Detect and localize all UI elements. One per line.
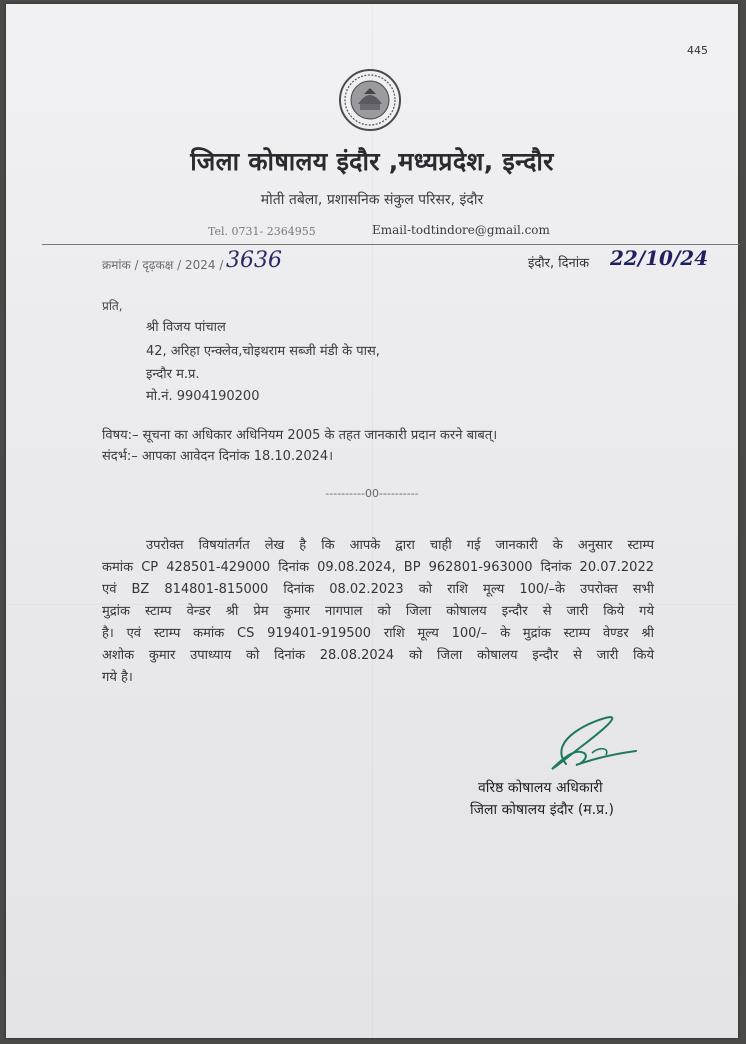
reference-number: 3636 [226,248,282,273]
letter-date: 22/10/24 [610,246,709,270]
body-line: अशोक कुमार उपाध्याय को दिनांक 28.08.2024 को जिला कोषालय इन्दौर से जारी किये [102,648,654,663]
recipient-mobile: मो.नं. 9904190200 [146,389,260,404]
letter-body [102,535,654,689]
letter-page [6,4,738,1038]
body-line: है। एवं स्टाम्प कमांक CS 919401-919500 राशि मूल्य 100/– के मुद्रांक स्टाम्प वेण्डर श्री [102,626,654,641]
body-line: मुद्रांक स्टाम्प वेन्डर श्री प्रेम कुमार नागपाल को जिला कोषालय इन्दौर से जारी किये गये [102,604,654,619]
reference-line: संदर्भ:– आपका आवेदन दिनांक 18.10.2024। [102,449,334,464]
signatory-designation: वरिष्ठ कोषालय अधिकारी [478,780,603,796]
subject-line: विषय:– सूचना का अधिकार अधिनियम 2005 के तहत जानकारी प्रदान करने बाबत्। [102,428,498,443]
signature-icon [506,709,646,789]
office-address: मोती तबेला, प्रशासनिक संकुल परिसर, इंदौर [260,192,484,208]
recipient-address-line: 42, अरिहा एन्क्लेव,चोइथराम सब्जी मंडी के पास, [146,344,380,359]
seal-emblem-icon [338,68,402,132]
signatory-office: जिला कोषालय इंदौर (म.प्र.) [470,802,615,818]
body-line: गये है। [102,670,133,685]
email-address: Email-todtindore@gmail.com [372,223,550,237]
separator: ----------00---------- [325,487,419,500]
salutation: प्रति, [102,299,123,313]
recipient-name: श्री विजय पांचाल [146,320,226,335]
telephone: Tel. 0731- 2364955 [208,225,316,238]
body-line: एवं BZ 814801-815000 दिनांक 08.02.2023 को राशि मूल्य 100/–के उपरोक्त सभी [102,582,654,597]
place-date-label: इंदौर, दिनांक [528,256,590,271]
recipient-address-line: इन्दौर म.प्र. [146,367,200,382]
office-title: जिला कोषालय इंदौर ,मध्यप्रदेश, इन्दौर [190,147,554,176]
header-rule [42,244,740,245]
page-number: 445 [687,44,708,57]
body-line: उपरोक्त विषयांतर्गत लेख है कि आपके द्वारा चाही गई जानकारी के अनुसार स्टाम्प [146,538,654,553]
reference-label: क्रमांक / दृढ़कक्ष / 2024 / [102,258,224,272]
body-line: कमांक CP 428501-429000 दिनांक 09.08.2024, BP 962801-963000 दिनांक 20.07.2022 [102,560,654,575]
